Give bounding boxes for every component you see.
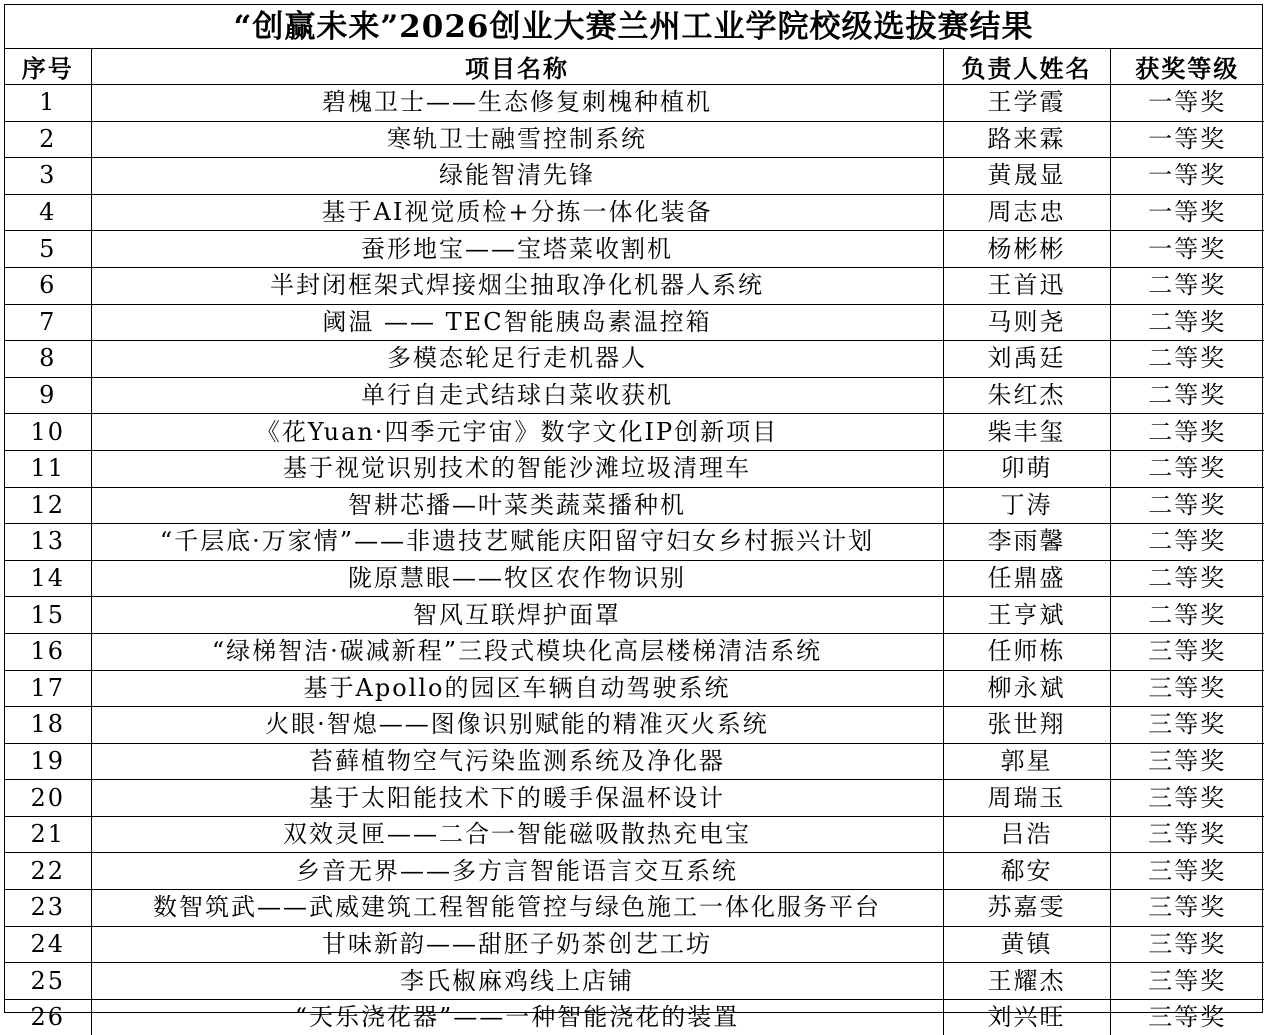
cell-project-name: 甘味新韵——甜胚子奶茶创艺工坊 xyxy=(91,926,943,963)
cell-leader-name: 苏嘉雯 xyxy=(943,890,1110,927)
cell-serial-number: 9 xyxy=(5,377,91,414)
cell-serial-number: 26 xyxy=(5,999,91,1035)
cell-award-level: 三等奖 xyxy=(1110,963,1264,1000)
cell-serial-number: 13 xyxy=(5,524,91,561)
cell-project-name: 寒轨卫士融雪控制系统 xyxy=(91,121,943,158)
cell-project-name: 基于视觉识别技术的智能沙滩垃圾清理车 xyxy=(91,450,943,487)
cell-award-level: 一等奖 xyxy=(1110,121,1264,158)
cell-leader-name: 丁涛 xyxy=(943,487,1110,524)
table-row xyxy=(5,597,1264,634)
cell-project-name: 数智筑武——武威建筑工程智能管控与绿色施工一体化服务平台 xyxy=(91,890,943,927)
cell-serial-number: 1 xyxy=(5,85,91,122)
cell-leader-name: 黄晟显 xyxy=(943,158,1110,195)
cell-project-name: 蚕形地宝——宝塔菜收割机 xyxy=(91,231,943,268)
cell-serial-number: 6 xyxy=(5,267,91,304)
table-row xyxy=(5,999,1264,1035)
cell-serial-number: 2 xyxy=(5,121,91,158)
cell-award-level: 二等奖 xyxy=(1110,560,1264,597)
table-row xyxy=(5,926,1264,963)
cell-project-name: 基于Apollo的园区车辆自动驾驶系统 xyxy=(91,670,943,707)
cell-project-name: 基于AI视觉质检+分拣一体化装备 xyxy=(91,194,943,231)
cell-award-level: 三等奖 xyxy=(1110,780,1264,817)
header-serial-number: 序号 xyxy=(5,49,91,85)
cell-serial-number: 5 xyxy=(5,231,91,268)
cell-leader-name: 路来霖 xyxy=(943,121,1110,158)
cell-leader-name: 卯萌 xyxy=(943,450,1110,487)
table-row xyxy=(5,524,1264,561)
cell-project-name: 单行自走式结球白菜收获机 xyxy=(91,377,943,414)
cell-project-name: 碧槐卫士——生态修复刺槐种植机 xyxy=(91,85,943,122)
cell-leader-name: 王学霞 xyxy=(943,85,1110,122)
cell-award-level: 三等奖 xyxy=(1110,890,1264,927)
table-row xyxy=(5,963,1264,1000)
cell-award-level: 二等奖 xyxy=(1110,414,1264,451)
table-row xyxy=(5,414,1264,451)
cell-leader-name: 王耀杰 xyxy=(943,963,1110,1000)
cell-serial-number: 8 xyxy=(5,341,91,378)
table-row xyxy=(5,450,1264,487)
cell-award-level: 二等奖 xyxy=(1110,341,1264,378)
cell-leader-name: 柴丰玺 xyxy=(943,414,1110,451)
cell-project-name: 绿能智清先锋 xyxy=(91,158,943,195)
table-row xyxy=(5,194,1264,231)
cell-leader-name: 吕浩 xyxy=(943,816,1110,853)
table-row xyxy=(5,560,1264,597)
cell-project-name: 阈温 —— TEC智能胰岛素温控箱 xyxy=(91,304,943,341)
cell-award-level: 三等奖 xyxy=(1110,633,1264,670)
cell-project-name: 半封闭框架式焊接烟尘抽取净化机器人系统 xyxy=(91,267,943,304)
cell-serial-number: 11 xyxy=(5,450,91,487)
cell-serial-number: 23 xyxy=(5,890,91,927)
cell-serial-number: 25 xyxy=(5,963,91,1000)
cell-project-name: 苔藓植物空气污染监测系统及净化器 xyxy=(91,743,943,780)
cell-leader-name: 柳永斌 xyxy=(943,670,1110,707)
cell-serial-number: 19 xyxy=(5,743,91,780)
cell-award-level: 一等奖 xyxy=(1110,85,1264,122)
cell-project-name: 陇原慧眼——牧区农作物识别 xyxy=(91,560,943,597)
cell-project-name: 火眼·智熄——图像识别赋能的精准灭火系统 xyxy=(91,707,943,744)
cell-award-level: 一等奖 xyxy=(1110,158,1264,195)
table-row xyxy=(5,670,1264,707)
table-row xyxy=(5,780,1264,817)
table-row xyxy=(5,890,1264,927)
cell-award-level: 三等奖 xyxy=(1110,926,1264,963)
cell-leader-name: 黄镇 xyxy=(943,926,1110,963)
cell-award-level: 三等奖 xyxy=(1110,743,1264,780)
cell-award-level: 二等奖 xyxy=(1110,487,1264,524)
cell-serial-number: 17 xyxy=(5,670,91,707)
cell-serial-number: 10 xyxy=(5,414,91,451)
table-row xyxy=(5,158,1264,195)
cell-project-name: “绿梯智洁·碳减新程”三段式模块化高层楼梯清洁系统 xyxy=(91,633,943,670)
table-row xyxy=(5,341,1264,378)
cell-leader-name: 王亨斌 xyxy=(943,597,1110,634)
cell-project-name: 基于太阳能技术下的暖手保温杯设计 xyxy=(91,780,943,817)
cell-serial-number: 20 xyxy=(5,780,91,817)
cell-leader-name: 刘禹廷 xyxy=(943,341,1110,378)
table-row xyxy=(5,304,1264,341)
table-row xyxy=(5,231,1264,268)
cell-leader-name: 杨彬彬 xyxy=(943,231,1110,268)
table-row xyxy=(5,633,1264,670)
cell-serial-number: 18 xyxy=(5,707,91,744)
cell-award-level: 三等奖 xyxy=(1110,853,1264,890)
cell-leader-name: 王首迅 xyxy=(943,267,1110,304)
table-row xyxy=(5,267,1264,304)
page-title: “创赢未来”2026创业大赛兰州工业学院校级选拔赛结果 xyxy=(5,5,1262,49)
table-row xyxy=(5,816,1264,853)
cell-leader-name: 周志忠 xyxy=(943,194,1110,231)
cell-project-name: “天乐浇花器”——一种智能浇花的装置 xyxy=(91,999,943,1035)
cell-project-name: 《花Yuan·四季元宇宙》数字文化IP创新项目 xyxy=(91,414,943,451)
cell-leader-name: 李雨馨 xyxy=(943,524,1110,561)
cell-award-level: 二等奖 xyxy=(1110,304,1264,341)
cell-award-level: 一等奖 xyxy=(1110,194,1264,231)
cell-leader-name: 任鼎盛 xyxy=(943,560,1110,597)
cell-award-level: 三等奖 xyxy=(1110,999,1264,1035)
cell-project-name: 李氏椒麻鸡线上店铺 xyxy=(91,963,943,1000)
cell-project-name: 双效灵匣——二合一智能磁吸散热充电宝 xyxy=(91,816,943,853)
header-award-level: 获奖等级 xyxy=(1110,49,1264,85)
cell-award-level: 二等奖 xyxy=(1110,267,1264,304)
cell-leader-name: 马则尧 xyxy=(943,304,1110,341)
cell-award-level: 二等奖 xyxy=(1110,524,1264,561)
table-row xyxy=(5,487,1264,524)
cell-serial-number: 16 xyxy=(5,633,91,670)
cell-leader-name: 周瑞玉 xyxy=(943,780,1110,817)
table-row xyxy=(5,743,1264,780)
table-row xyxy=(5,707,1264,744)
cell-award-level: 一等奖 xyxy=(1110,231,1264,268)
cell-serial-number: 24 xyxy=(5,926,91,963)
cell-serial-number: 3 xyxy=(5,158,91,195)
cell-award-level: 二等奖 xyxy=(1110,597,1264,634)
cell-project-name: 多模态轮足行走机器人 xyxy=(91,341,943,378)
cell-serial-number: 4 xyxy=(5,194,91,231)
cell-leader-name: 郗安 xyxy=(943,853,1110,890)
table-row xyxy=(5,85,1264,122)
cell-leader-name: 张世翔 xyxy=(943,707,1110,744)
cell-leader-name: 郭星 xyxy=(943,743,1110,780)
cell-leader-name: 朱红杰 xyxy=(943,377,1110,414)
results-table xyxy=(5,49,1264,1035)
cell-award-level: 三等奖 xyxy=(1110,707,1264,744)
cell-project-name: 智耕芯播—叶菜类蔬菜播种机 xyxy=(91,487,943,524)
cell-project-name: 智风互联焊护面罩 xyxy=(91,597,943,634)
header-project-name: 项目名称 xyxy=(91,49,943,85)
table-row xyxy=(5,121,1264,158)
header-leader-name: 负责人姓名 xyxy=(943,49,1110,85)
table-header-row xyxy=(5,49,1264,85)
results-sheet xyxy=(4,4,1263,1013)
cell-project-name: 乡音无界——多方言智能语言交互系统 xyxy=(91,853,943,890)
cell-serial-number: 7 xyxy=(5,304,91,341)
cell-project-name: “千层底·万家情”——非遗技艺赋能庆阳留守妇女乡村振兴计划 xyxy=(91,524,943,561)
table-body xyxy=(5,85,1264,1035)
table-row xyxy=(5,853,1264,890)
cell-serial-number: 22 xyxy=(5,853,91,890)
cell-award-level: 二等奖 xyxy=(1110,450,1264,487)
cell-serial-number: 21 xyxy=(5,816,91,853)
cell-serial-number: 12 xyxy=(5,487,91,524)
cell-award-level: 三等奖 xyxy=(1110,670,1264,707)
cell-serial-number: 15 xyxy=(5,597,91,634)
cell-leader-name: 刘兴旺 xyxy=(943,999,1110,1035)
cell-award-level: 二等奖 xyxy=(1110,377,1264,414)
cell-award-level: 三等奖 xyxy=(1110,816,1264,853)
table-row xyxy=(5,377,1264,414)
cell-serial-number: 14 xyxy=(5,560,91,597)
cell-leader-name: 任师栋 xyxy=(943,633,1110,670)
